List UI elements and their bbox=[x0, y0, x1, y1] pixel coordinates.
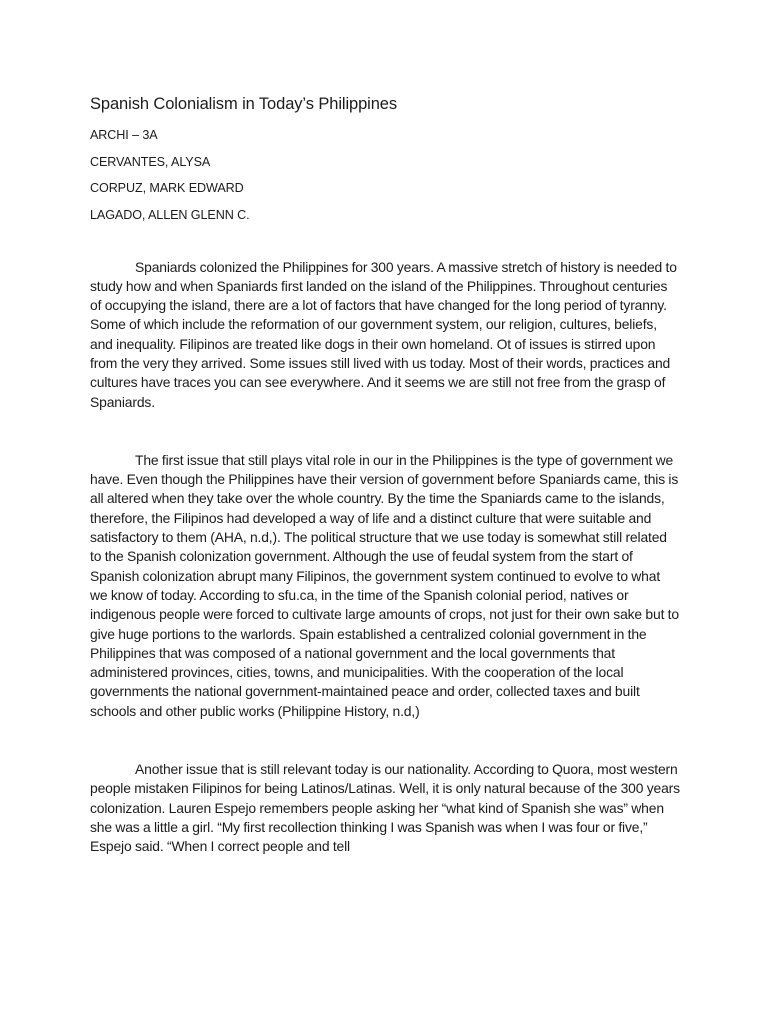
government-paragraph: The first issue that still plays vital role in our in the Philippines is the type of government we have. Even though the Philippines have their version of government before Spaniards came, this is all altered when they take over the whole country. By the time the Spaniards came to the islands, therefore, the Filipinos had developed a way of life and a distinct culture that were suitable and satisfactory to them (AHA, n.d,). The political structure that we use today is somewhat still related to the Spanish colonization government. Although the use of feudal system from the start of Spanish colonization abrupt many Filipinos, the government system continued to evolve to what we know of today. According to sfu.ca, in the time of the Spanish colonial period, natives or indigenous people were forced to cultivate large amounts of crops, not just for their own sake but to give huge portions to the warlords. Spain established a centralized colonial government in the Philippines that was composed of a national government and the local governments that administered provinces, cities, towns, and municipalities. With the cooperation of the local governments the national government-maintained peace and order, collected taxes and built schools and other public works (Philippine History, n.d,) bbox=[90, 451, 679, 719]
author-name: CORPUZ, MARK EDWARD bbox=[90, 181, 244, 195]
author-info bbox=[90, 128, 680, 222]
nationality-paragraph: Another issue that is still relevant today is our nationality. According to Quora, most western people mistaken Filipinos for being Latinos/Latinas. Well, it is only natural because of the 300 years colonization. Lauren Espejo remembers people asking her “what kind of Spanish she was” when she was a little a girl. “My first recollection thinking I was Spanish was when I was four or five,” Espejo said. “When I correct people and tell bbox=[90, 761, 680, 855]
author-name: LAGADO, ALLEN GLENN C. bbox=[90, 207, 250, 222]
intro-paragraph: Spaniards colonized the Philippines for 300 years. A massive stretch of history is needed to study how and when Spaniards first landed on the island of the Philippines. Throughout centuries of occupying the island, there are a lot of factors that have changed for the long period of tyranny. Some of which include the reformation of our government system, our religion, cultures, beliefs, and inequality. Filipinos are treated like dogs in their own homeland. Ot of issues is stirred upon from the very they arrived. Some issues still lived with us today. Most of their words, practices and cultures have traces you can see everywhere. And it seems we are still not free from the grasp of Spaniards. bbox=[90, 258, 677, 410]
section-code: ARCHI – 3A bbox=[90, 128, 158, 142]
author-name: CERVANTES, ALYSA bbox=[90, 154, 211, 169]
document-title: Spanish Colonialism in Today’s Philippines bbox=[90, 95, 398, 113]
